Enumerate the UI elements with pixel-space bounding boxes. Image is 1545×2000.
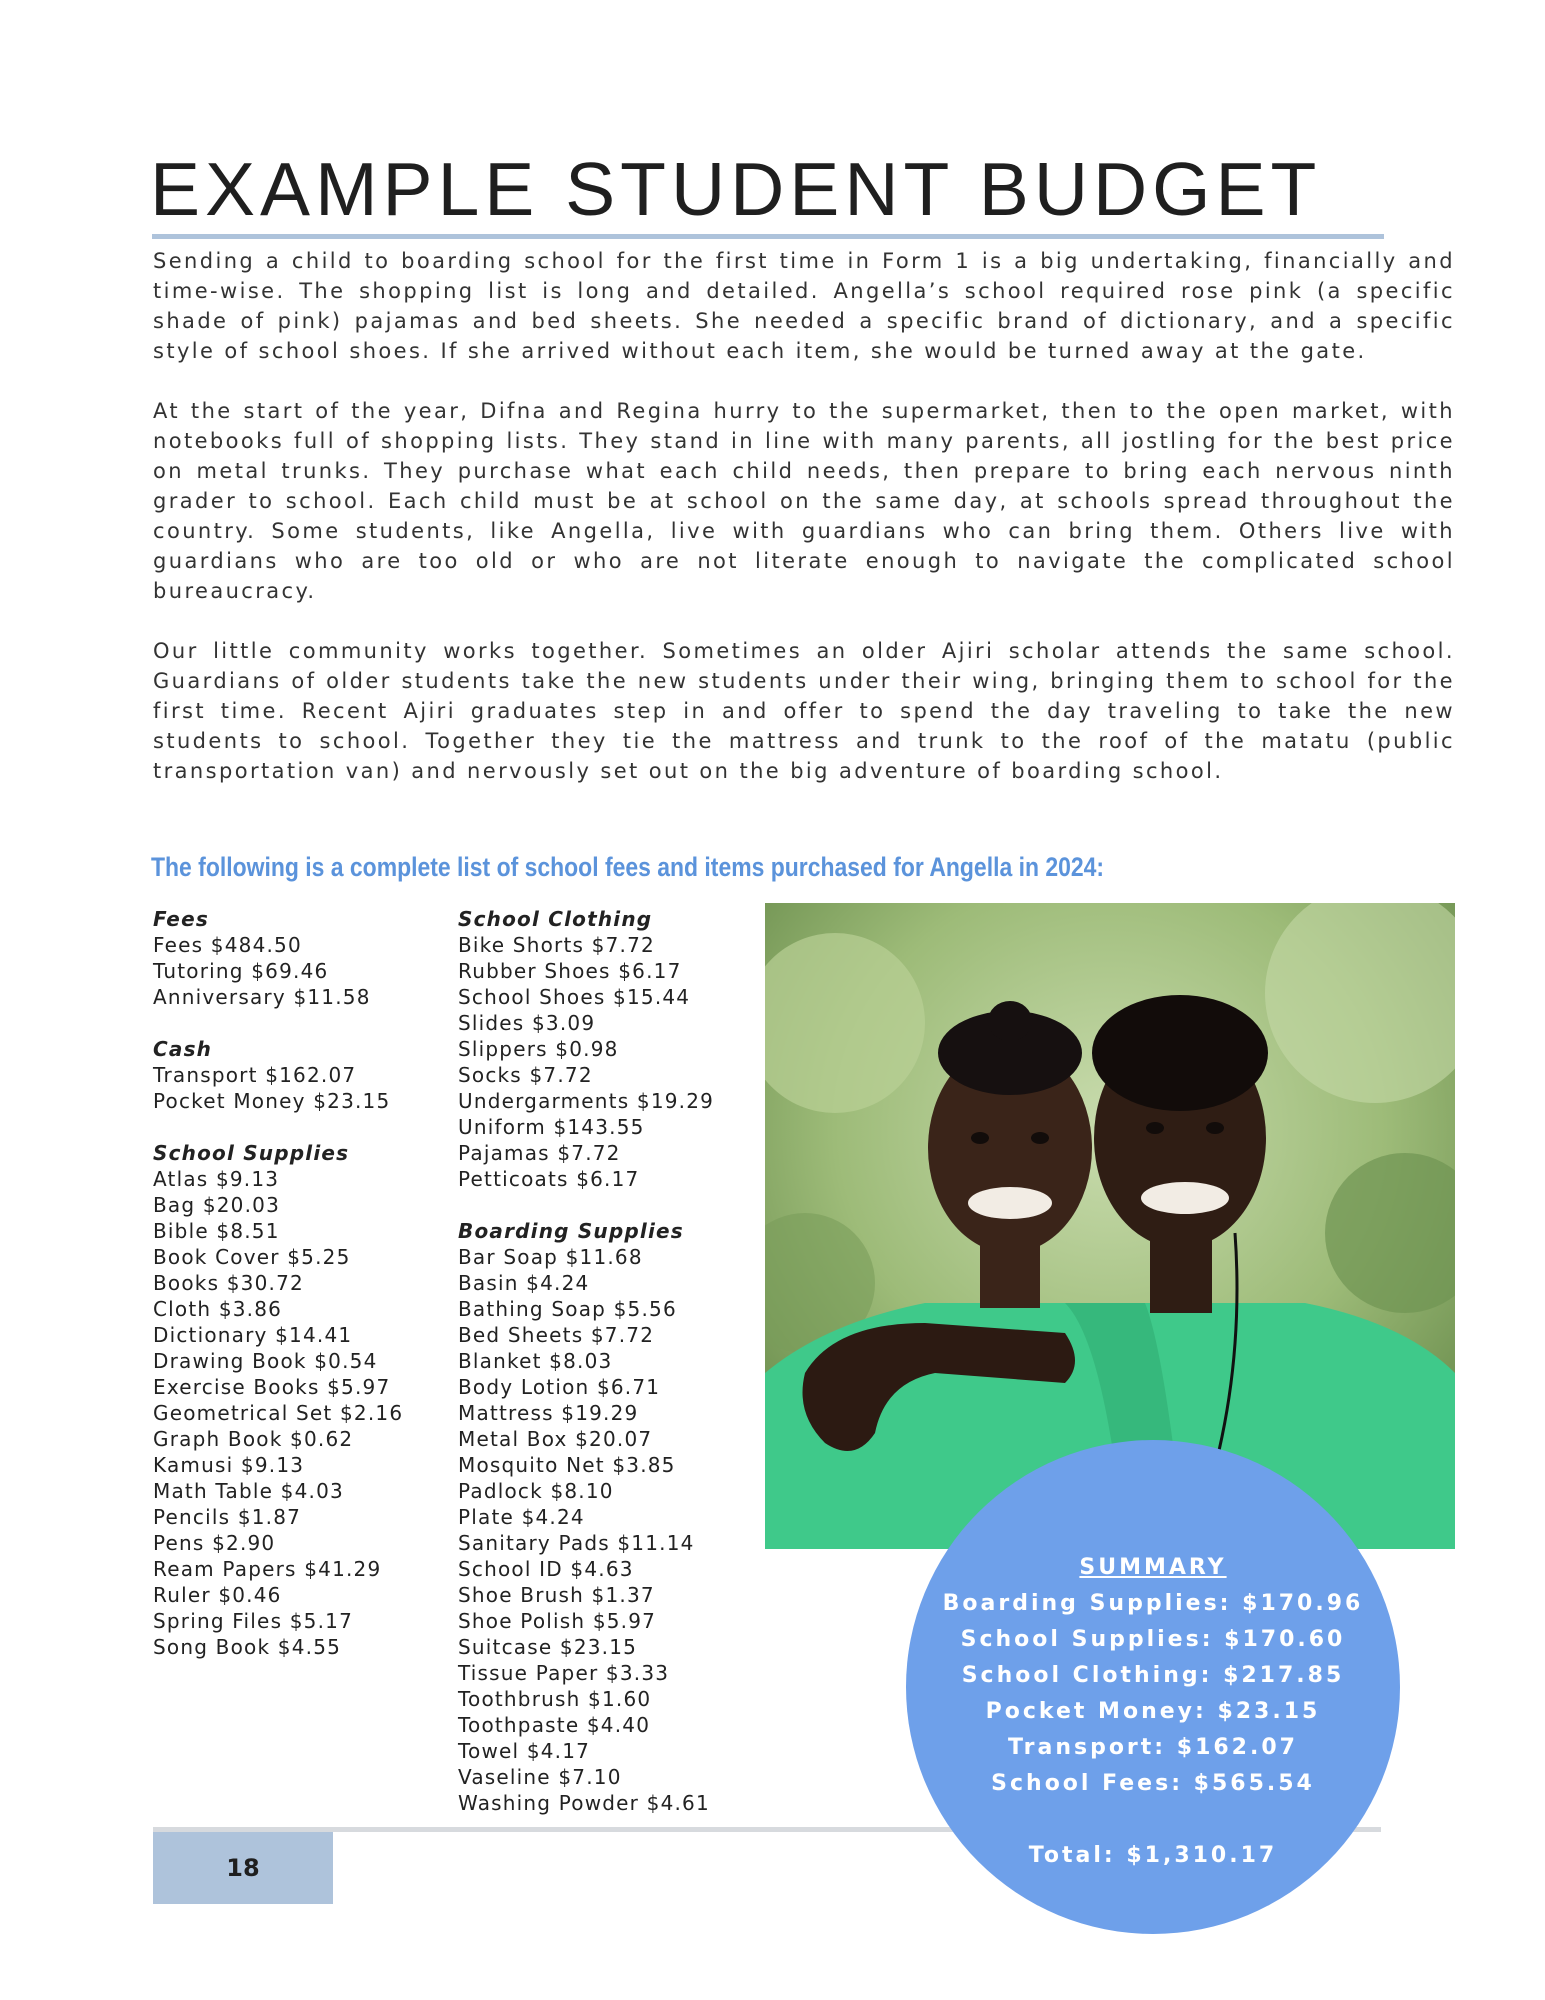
budget-item: Uniform $143.55: [458, 1115, 645, 1139]
boarding-supplies-section: [458, 1218, 758, 1816]
budget-item: Undergarments $19.29: [458, 1089, 715, 1113]
budget-item: Book Cover $5.25: [153, 1245, 351, 1269]
summary-line: Pocket Money: $23.15: [985, 1699, 1321, 1724]
budget-item: Graph Book $0.62: [153, 1427, 354, 1451]
school-supplies-section: [153, 1140, 453, 1660]
item-list: [458, 1244, 758, 1816]
summary-line: School Supplies: $170.60: [960, 1627, 1346, 1652]
budget-item: Math Table $4.03: [153, 1479, 344, 1503]
budget-item: Rubber Shoes $6.17: [458, 959, 682, 983]
budget-item: Bathing Soap $5.56: [458, 1297, 677, 1321]
budget-item: Song Book $4.55: [153, 1635, 342, 1659]
budget-item: Shoe Polish $5.97: [458, 1609, 657, 1633]
summary-title: SUMMARY: [1079, 1555, 1227, 1580]
paragraph: At the start of the year, Difna and Regina hurry to the supermarket, then to the open market, with notebooks full of shopping lists. They stand in line with many parents, all jostling for the best price on metal trunks. They purchase what each child needs, then prepare to bring each nervous ninth grader to school. Each child must be at school on the same day, at schools spread throughout the country. Some students, like Angella, live with guardians who can bring them. Others live with guardians who are too old or who are not literate enough to navigate the complicated school bureaucracy.: [153, 399, 1455, 603]
summary-total: Total: $1,310.17: [1028, 1843, 1278, 1868]
budget-item: Ream Papers $41.29: [153, 1557, 382, 1581]
budget-item: Exercise Books $5.97: [153, 1375, 391, 1399]
budget-item: Towel $4.17: [458, 1739, 591, 1763]
budget-column-middle: [458, 906, 758, 1842]
budget-item: Pens $2.90: [153, 1531, 276, 1555]
budget-item: Pocket Money $23.15: [153, 1089, 391, 1113]
budget-item: Bar Soap $11.68: [458, 1245, 643, 1269]
budget-item: Bed Sheets $7.72: [458, 1323, 655, 1347]
budget-item: Mattress $19.29: [458, 1401, 639, 1425]
budget-item: Slippers $0.98: [458, 1037, 619, 1061]
category-title: School Supplies: [153, 1141, 350, 1165]
budget-item: Spring Files $5.17: [153, 1609, 353, 1633]
summary-line: School Clothing: $217.85: [961, 1663, 1345, 1688]
school-clothing-section: [458, 906, 758, 1192]
budget-item: Petticoats $6.17: [458, 1167, 640, 1191]
budget-item: Kamusi $9.13: [153, 1453, 305, 1477]
budget-item: Ruler $0.46: [153, 1583, 282, 1607]
budget-item: Blanket $8.03: [458, 1349, 613, 1373]
budget-item: Drawing Book $0.54: [153, 1349, 378, 1373]
budget-item: Tissue Paper $3.33: [458, 1661, 670, 1685]
item-list: [153, 1166, 453, 1660]
list-subheading: The following is a complete list of school fees and items purchased for Angella in 2024:: [151, 852, 1105, 882]
item-list: [458, 932, 758, 1192]
budget-column-left: [153, 906, 453, 1686]
budget-item: School Shoes $15.44: [458, 985, 691, 1009]
paragraph: Our little community works together. Sometimes an older Ajiri scholar attends the same school. Guardians of older students take the new students under their wing, bringing them to school for the first time. Recent Ajiri graduates step in and offer to spend the day traveling to take the new students to school. Together they tie the mattress and trunk to the roof of the matatu (public transportation van) and nervously set out on the big adventure of boarding school.: [153, 639, 1455, 783]
budget-item: Atlas $9.13: [153, 1167, 280, 1191]
category-title: Cash: [153, 1037, 213, 1061]
item-list: [153, 1062, 453, 1114]
body-text: [153, 246, 1455, 816]
budget-item: Body Lotion $6.71: [458, 1375, 661, 1399]
budget-item: Sanitary Pads $11.14: [458, 1531, 695, 1555]
budget-item: Dictionary $14.41: [153, 1323, 353, 1347]
summary-circle: [906, 1440, 1400, 1934]
budget-item: Tutoring $69.46: [153, 959, 329, 983]
category-title: School Clothing: [458, 907, 653, 931]
summary-line: Transport: $162.07: [1008, 1735, 1298, 1760]
item-list: [153, 932, 453, 1010]
budget-item: Suitcase $23.15: [458, 1635, 638, 1659]
budget-item: Anniversary $11.58: [153, 985, 371, 1009]
budget-item: Bike Shorts $7.72: [458, 933, 655, 957]
budget-item: Bible $8.51: [153, 1219, 280, 1243]
category-title: Boarding Supplies: [458, 1219, 684, 1243]
budget-item: Shoe Brush $1.37: [458, 1583, 655, 1607]
page-title: EXAMPLE STUDENT BUDGET: [150, 147, 1322, 231]
budget-item: School ID $4.63: [458, 1557, 634, 1581]
cash-section: [153, 1036, 453, 1114]
budget-item: Plate $4.24: [458, 1505, 585, 1529]
budget-item: Toothpaste $4.40: [458, 1713, 651, 1737]
fees-section: [153, 906, 453, 1010]
budget-item: Washing Powder $4.61: [458, 1791, 710, 1815]
budget-item: Cloth $3.86: [153, 1297, 283, 1321]
budget-item: Transport $162.07: [153, 1063, 357, 1087]
budget-item: Books $30.72: [153, 1271, 304, 1295]
budget-item: Pencils $1.87: [153, 1505, 302, 1529]
budget-item: Mosquito Net $3.85: [458, 1453, 676, 1477]
budget-item: Bag $20.03: [153, 1193, 281, 1217]
budget-item: Basin $4.24: [458, 1271, 590, 1295]
budget-item: Fees $484.50: [153, 933, 302, 957]
budget-item: Pajamas $7.72: [458, 1141, 621, 1165]
category-title: Fees: [153, 907, 209, 931]
title-underline: [152, 234, 1384, 239]
page-number: 18: [153, 1832, 333, 1904]
budget-item: Toothbrush $1.60: [458, 1687, 652, 1711]
budget-item: Geometrical Set $2.16: [153, 1401, 404, 1425]
paragraph: Sending a child to boarding school for the first time in Form 1 is a big undertaking, financially and time-wise. The shopping list is long and detailed. Angella’s school required rose pink (a specific shade of pink) pajamas and bed sheets. She needed a specific brand of dictionary, and a specific style of school shoes. If she arrived without each item, she would be turned away at the gate.: [153, 249, 1455, 363]
summary-line: Boarding Supplies: $170.96: [942, 1591, 1364, 1616]
budget-item: Vaseline $7.10: [458, 1765, 622, 1789]
budget-item: Padlock $8.10: [458, 1479, 614, 1503]
budget-item: Socks $7.72: [458, 1063, 593, 1087]
summary-line: School Fees: $565.54: [991, 1771, 1315, 1796]
budget-item: Slides $3.09: [458, 1011, 596, 1035]
budget-item: Metal Box $20.07: [458, 1427, 653, 1451]
